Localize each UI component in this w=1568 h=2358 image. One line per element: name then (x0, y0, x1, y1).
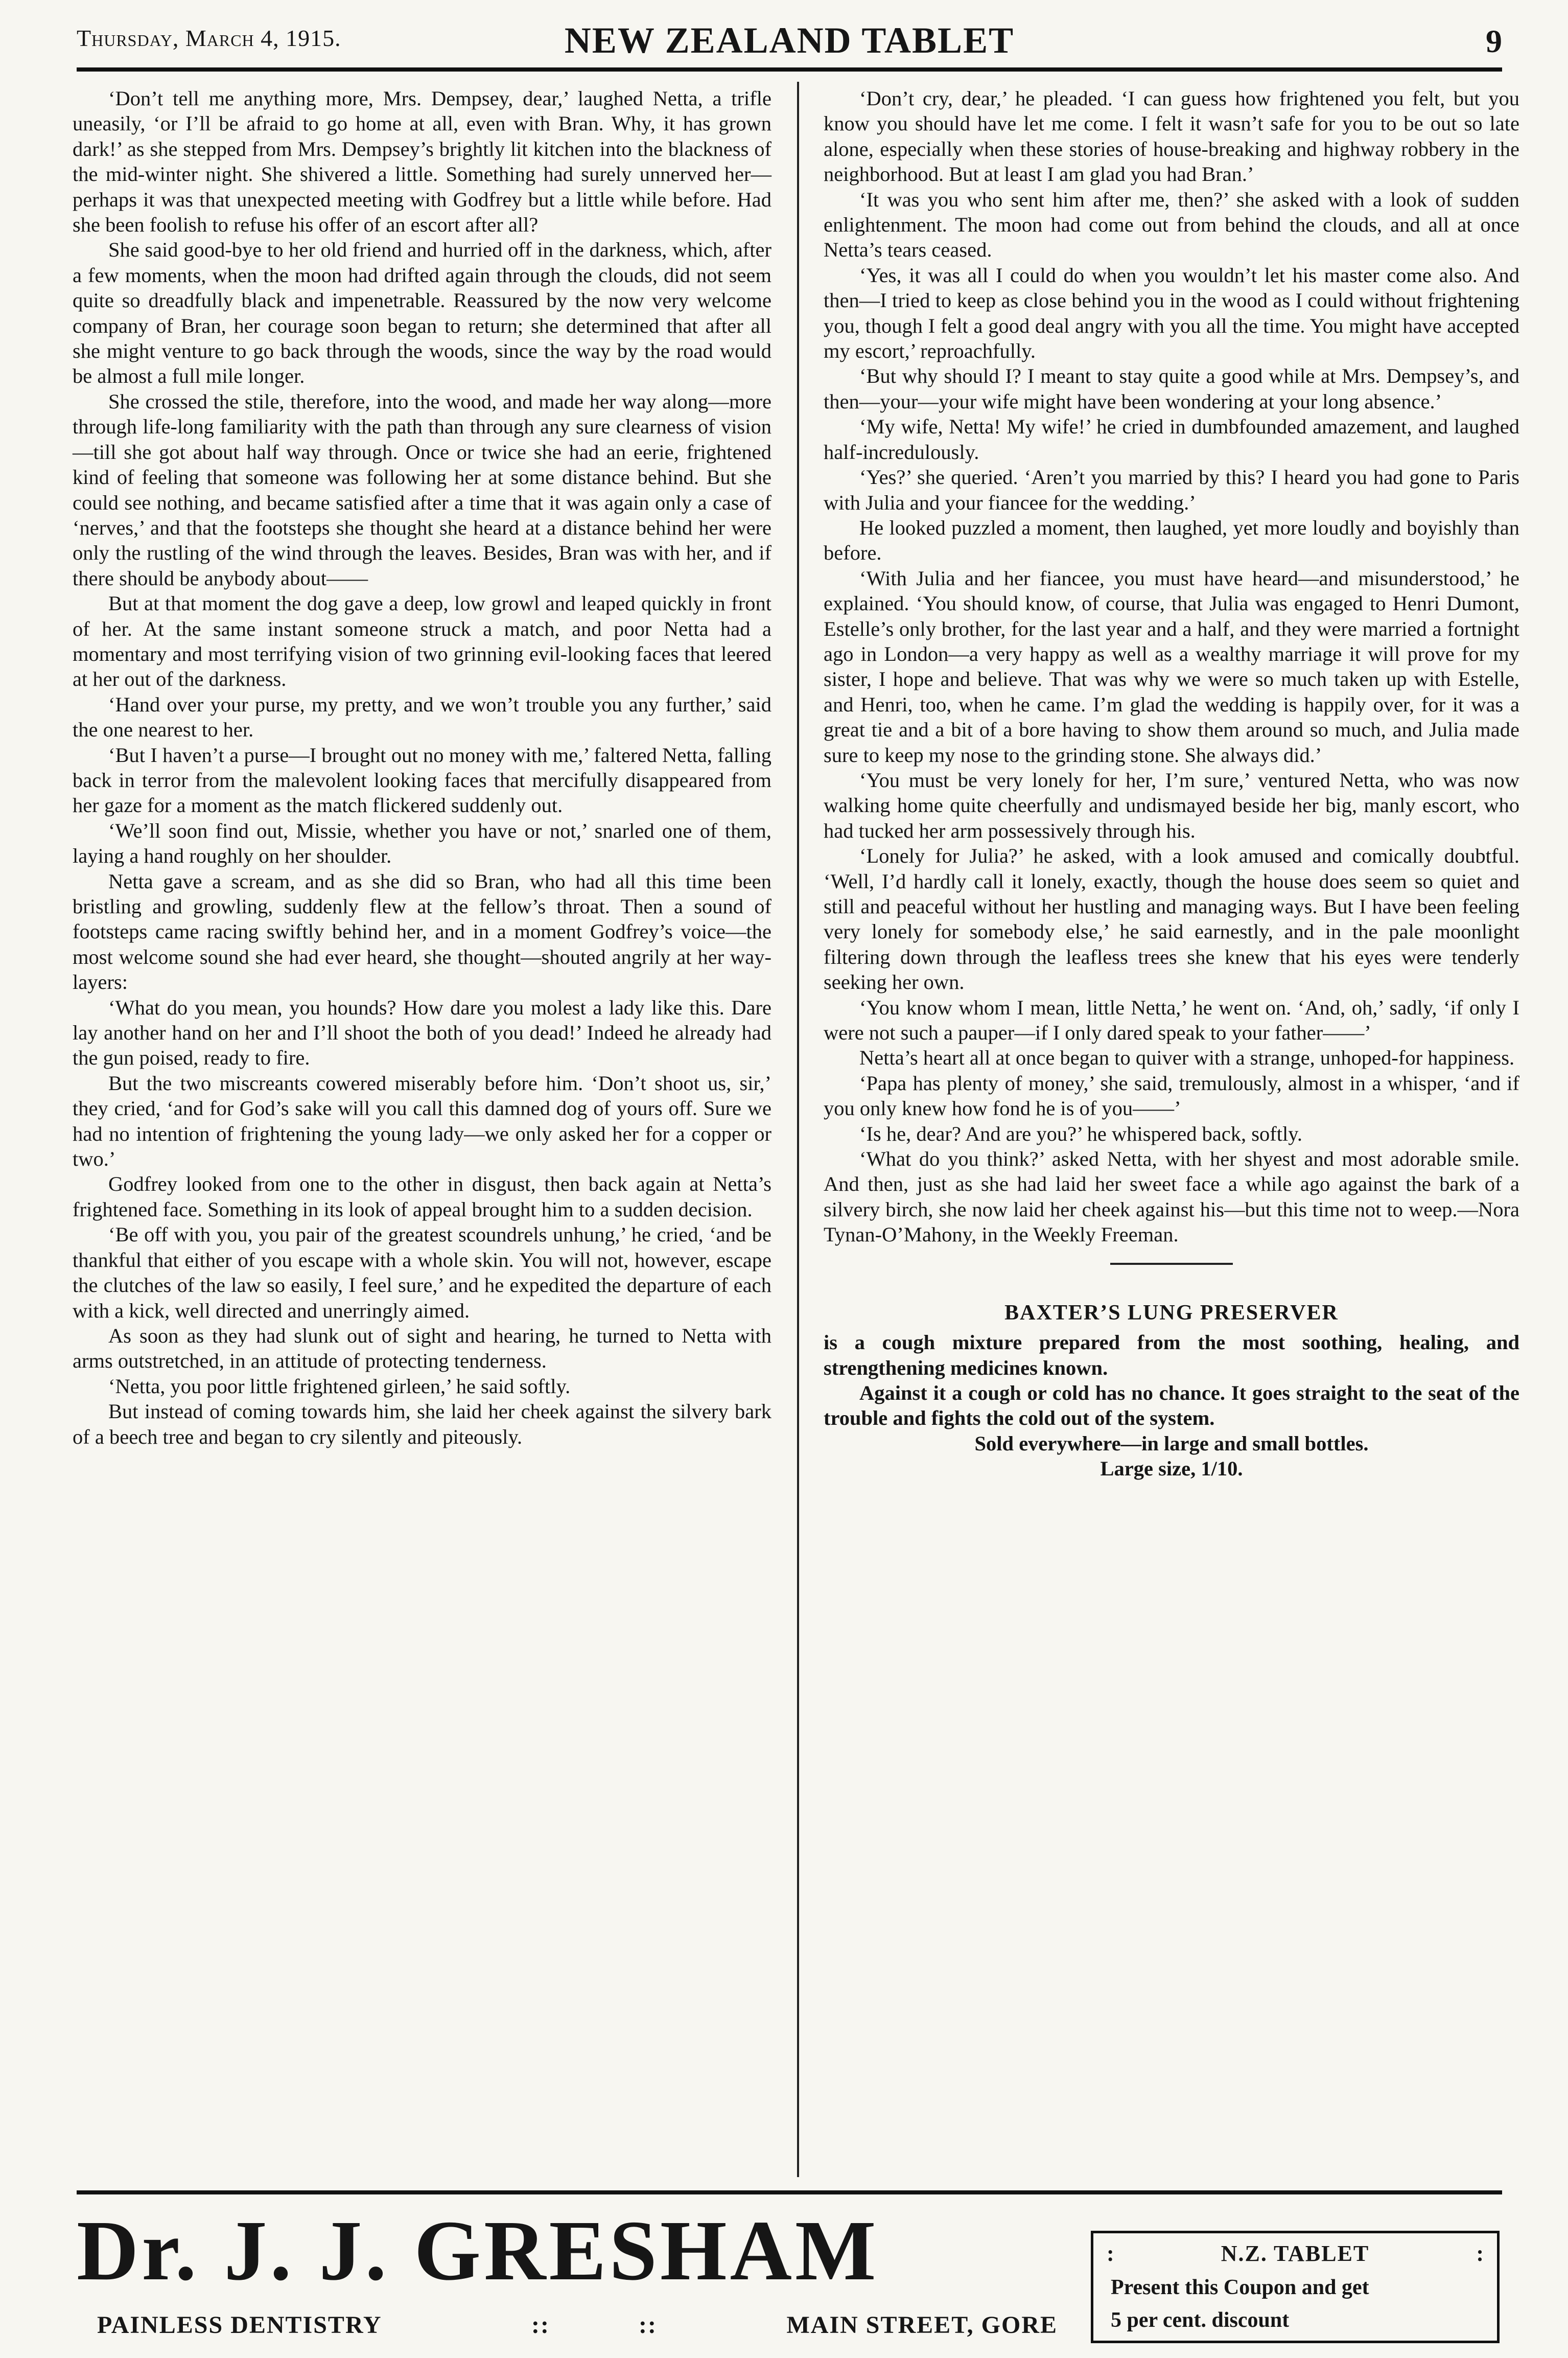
paragraph: ‘With Julia and her fiancee, you must have heard—and misunderstood,’ he explained. ‘You should know, of course, that Julia was engaged to Henri Dumont, Estelle’s only brother, for the last year and a half, and they were married a fortnight ago in London—a very happy as well as a wealthy marriage it will prove for my sister, I hope and believe. That was why we were so much taken up with Estelle, and Henri, too, when he came. I’m glad the wedding is happily over, for it was a great tie and a bit of a bore having to show them around so much, and Julia made sure to keep my nose to the grinding stone. She always did.’ (824, 566, 1519, 767)
issue-date: Thursday, March 4, 1915. (77, 25, 341, 51)
header-rule (77, 67, 1502, 72)
paragraph: ‘What do you think?’ asked Netta, with her shyest and most adorable smile. And then, just as she had laid her sweet face a while ago against the bark of a silvery birch, she now laid her cheek against his—but this time not to weep.—Nora Tynan-O’Mahony, in the Weekly Freeman. (824, 1147, 1519, 1246)
ad-text: Sold everywhere—in large and small bottles. (974, 1431, 1369, 1455)
paragraph: ‘Papa has plenty of money,’ she said, tremulously, almost in a whisper, ‘and if you only knew how fond he is of you——’ (824, 1071, 1519, 1120)
paragraph: ‘We’ll soon find out, Missie, whether you have or not,’ snarled one of them, laying a hand roughly on her shoulder. (73, 819, 771, 868)
separator: :: (531, 2311, 550, 2339)
paragraph: ‘Don’t tell me anything more, Mrs. Dempsey, dear,’ laughed Netta, a trifle uneasily, ‘or I’ll be afraid to go home at all, even with Bran. Why, it has grown dark!’ as she stepped from Mrs. Dempsey’s brightly lit kitchen into the blackness of the mid-winter night. She shivered a little. Something had surely unnerved her—perhaps it was that unexpected meeting with Godfrey but a little while before. Had she been foolish to refuse his offer of an escort after all? (73, 87, 771, 237)
paragraph: ‘You must be very lonely for her, I’m sure,’ ventured Netta, who was now walking home quite cheerfully and undismayed beside her big, manly escort, who had tucked her arm possessively through his. (824, 768, 1519, 842)
footer-rule (77, 2190, 1502, 2194)
paragraph: ‘Lonely for Julia?’ he asked, with a look amused and comically doubtful. ‘Well, I’d hardly call it lonely, exactly, though the house does seem so quiet and still and peaceful without her hustling and managing ways. But I have been feeling very lonely for somebody else,’ he said earnestly, and in the pale moonlight filtering down through the leafless trees she knew that his eyes were tenderly seeking her own. (824, 844, 1519, 994)
discount-coupon (1091, 2231, 1500, 2343)
page-number: 9 (1486, 23, 1502, 59)
paragraph: ‘But I haven’t a purse—I brought out no money with me,’ faltered Netta, falling back in terror from the malevolent looking faces that mercifully disappeared from her gaze for a moment as the match flickered suddenly out. (73, 743, 771, 817)
paragraph: ‘You know whom I mean, little Netta,’ he went on. ‘And, oh,’ sadly, ‘if only I were not such a pauper—if I only dared speak to your father——’ (824, 996, 1519, 1045)
paragraph: ‘But why should I? I meant to stay quite a good while at Mrs. Dempsey’s, and then—your—your wife might have been wondering at your long absence.’ (824, 364, 1519, 413)
ad-text: is a cough mixture prepared from the most soothing, healing, and strengthening medicines known. (824, 1331, 1519, 1379)
coupon-text: 5 per cent. discount (1111, 2308, 1290, 2332)
gresham-ad-name: Dr. J. J. GRESHAM (77, 2203, 879, 2298)
separator: :: (639, 2311, 657, 2339)
ad-title: BAXTER’S LUNG PRESERVER (1004, 1301, 1339, 1325)
newspaper-title: NEW ZEALAND TABLET (564, 20, 1015, 61)
paragraph: ‘Netta, you poor little frightened girleen,’ he said softly. (108, 1374, 571, 1398)
paragraph: She said good-bye to her old friend and hurried off in the darkness, which, after a few moments, when the moon had drifted again through the clouds, did not seem quite so dreadfully black and impenetrable. Reassured by the now very welcome company of Bran, her courage soon began to return; she determined that after all she might venture to go back through the woods, since the way by the road would be almost a full mile longer. (73, 238, 771, 388)
ad-price: Large size, 1/10. (1100, 1457, 1243, 1481)
gresham-service: PAINLESS DENTISTRY (97, 2311, 382, 2339)
paragraph: But the two miscreants cowered miserably before him. ‘Don’t shoot us, sir,’ they cried, ‘and for God’s sake will you call this damned dog of yours off. Sure we had no intention of frightening the young lady—we only asked her for a copper or two.’ (73, 1071, 771, 1171)
paragraph: As soon as they had slunk out of sight and hearing, he turned to Netta with arms outstretched, in an attitude of protecting tenderness. (73, 1324, 771, 1373)
story-end-rule (1110, 1263, 1233, 1265)
coupon-dot: : (1476, 2241, 1484, 2266)
left-column (73, 86, 771, 1449)
column-divider (797, 82, 799, 2177)
right-column (824, 86, 1519, 1482)
page-header (77, 19, 1502, 66)
coupon-dot: : (1107, 2241, 1114, 2266)
paragraph: But instead of coming towards him, she laid her cheek against the silvery bark of a beech tree and began to cry silently and piteously. (73, 1400, 771, 1448)
paragraph: Netta’s heart all at once began to quiver with a strange, unhoped-for happiness. (859, 1046, 1515, 1070)
paragraph: ‘My wife, Netta! My wife!’ he cried in dumbfounded amazement, and laughed half-incredulously. (824, 415, 1519, 464)
coupon-title: N.Z. TABLET (1221, 2241, 1370, 2266)
paragraph: ‘It was you who sent him after me, then?’ she asked with a look of sudden enlightenment. The moon had come out from behind the clouds, and all at once Netta’s tears ceased. (824, 188, 1519, 262)
paragraph: ‘Yes, it was all I could do when you wouldn’t let his master come also. And then—I tried to keep as close behind you in the wood as I could without frightening you, though I felt a good deal angry with you all the time. You might have accepted my escort,’ reproachfully. (824, 263, 1519, 363)
paragraph: She crossed the stile, therefore, into the wood, and made her way along—more through life-long familiarity with the path than through any sure clearness of vision—till she got about half way through. Once or twice she had an eerie, frightened kind of feeling that someone was following her at some distance behind. But she could see nothing, and became satisfied after a time that it was again only a case of ‘nerves,’ and that the footsteps she thought she heard at a distance behind her were only the rustling of the wind through the leaves. Besides, Bran was with her, and if there should be anybody about—— (73, 389, 771, 590)
paragraph: But at that moment the dog gave a deep, low growl and leaped quickly in front of her. At the same instant someone struck a match, and poor Netta had a momentary and most terrifying vision of two grinning evil-looking faces that leered at her out of the darkness. (73, 592, 771, 691)
paragraph: ‘Be off with you, you pair of the greatest scoundrels unhung,’ he cried, ‘and be thankful that either of you escape with a whole skin. You will not, however, escape the clutches of the law so easily, I feel sure,’ and he expedited the departure of each with a kick, well directed and unerringly aimed. (73, 1223, 771, 1322)
coupon-text: Present this Coupon and get (1111, 2276, 1369, 2299)
gresham-address: MAIN STREET, GORE (786, 2311, 1058, 2339)
paragraph: Netta gave a scream, and as she did so Bran, who had all this time been bristling and growling, suddenly flew at the fellow’s throat. Then a sound of footsteps came racing swiftly behind her, and in a moment Godfrey’s voice—the most welcome sound she had ever heard, she thought—shouted angrily at her way-layers: (73, 869, 771, 994)
paragraph: ‘Yes?’ she queried. ‘Aren’t you married by this? I heard you had gone to Paris with Julia and your fiancee for the wedding.’ (824, 466, 1519, 514)
paragraph: ‘What do you mean, you hounds? How dare you molest a lady like this. Dare lay another hand on her and I’ll shoot the both of you dead!’ Indeed he already had the gun poised, ready to fire. (73, 996, 771, 1070)
ad-text: Against it a cough or cold has no chance. It goes straight to the seat of the trouble and fights the cold out of the system. (824, 1381, 1519, 1430)
baxter-advertisement (824, 1301, 1519, 1482)
paragraph: ‘Don’t cry, dear,’ he pleaded. ‘I can guess how frightened you felt, but you know you should have let me come. I felt it wasn’t safe for you to be out so late alone, especially when these stories of house-breaking and highway robbery in the neighborhood. But at least I am glad you had Bran.’ (824, 87, 1519, 186)
paragraph: He looked puzzled a moment, then laughed, yet more loudly and boyishly than before. (824, 516, 1519, 565)
paragraph: ‘Is he, dear? And are you?’ he whispered back, softly. (859, 1122, 1303, 1145)
paragraph: ‘Hand over your purse, my pretty, and we won’t trouble you any further,’ said the one nearest to her. (73, 692, 771, 742)
paragraph: Godfrey looked from one to the other in disgust, then back again at Netta’s frightened face. Something in its look of appeal brought him to a sudden decision. (73, 1172, 771, 1221)
